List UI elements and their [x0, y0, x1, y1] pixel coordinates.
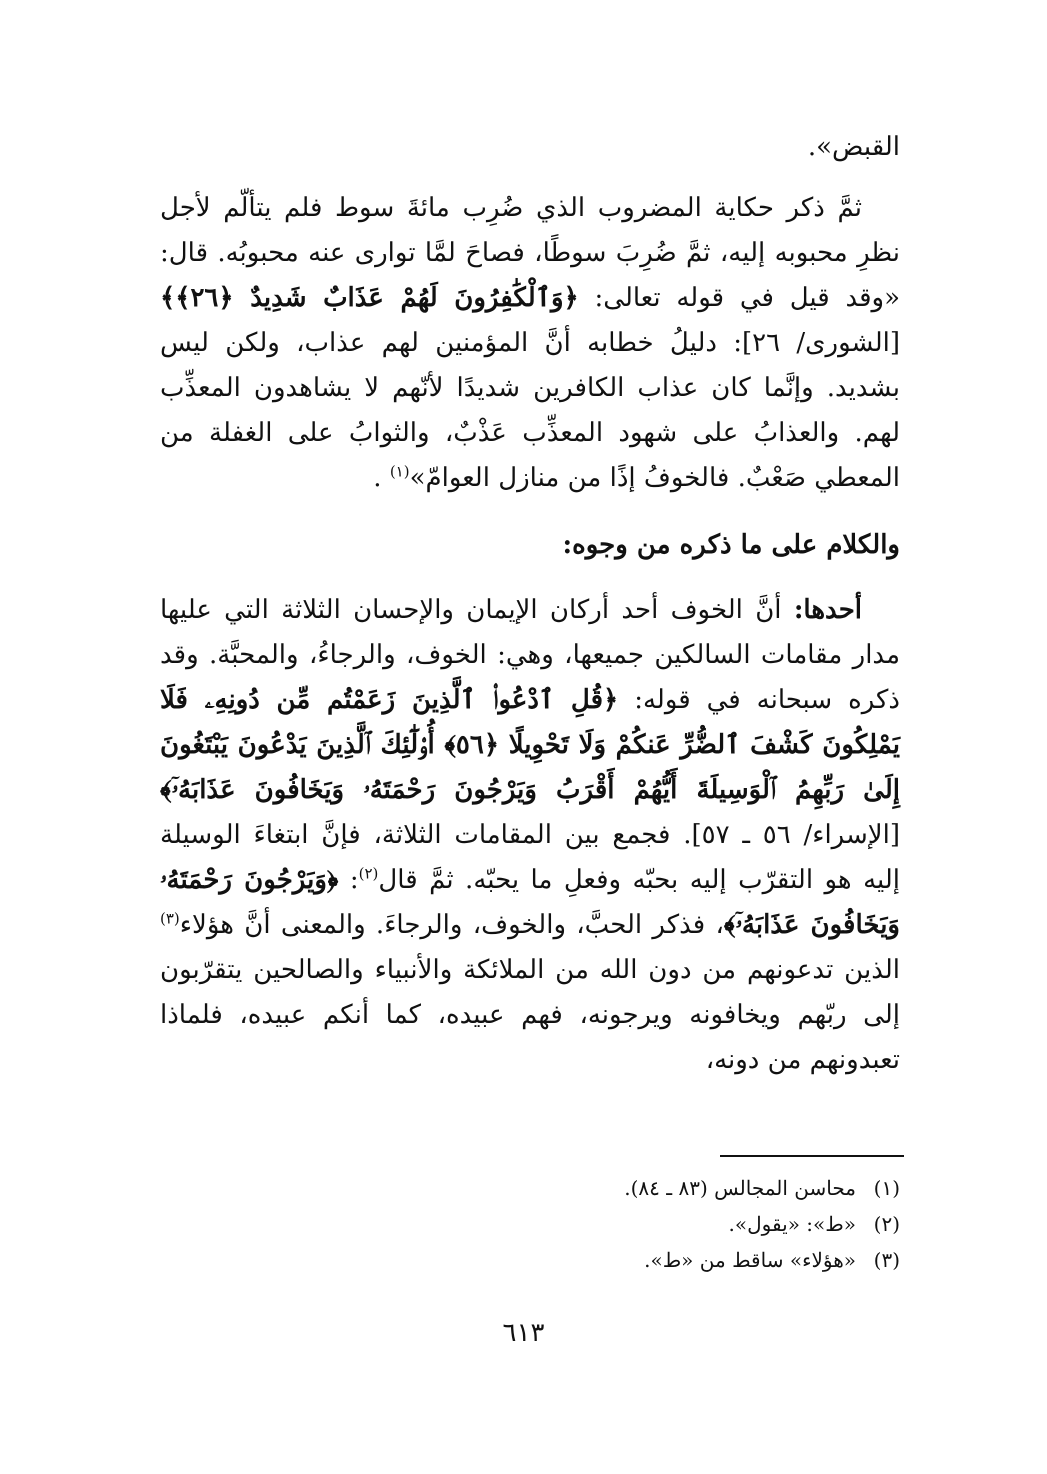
paragraph-1 — [160, 186, 900, 501]
footnote-3 — [160, 1242, 900, 1278]
verse-reference-1: [الشورى/ ٢٦] — [742, 328, 900, 358]
page-number: ٦١٣ — [502, 1318, 545, 1348]
section-heading: والكلام على ما ذكره من وجوه: — [562, 530, 900, 560]
para2-label: أحدها: — [793, 595, 862, 625]
footnote-marker-3: (٣) — [160, 909, 180, 928]
footnote-1 — [160, 1170, 900, 1206]
para2-text-c: : — [338, 865, 359, 895]
paragraph-2 — [160, 588, 900, 1083]
main-text — [160, 125, 900, 1083]
quran-verse-excerpt: ﴿وَيَرْجُونَ رَحْمَتَهُۥ وَيَخَافُونَ عَذَابَهُۥٓ﴾ — [160, 865, 900, 940]
footnote-marker-1: (١) — [389, 462, 410, 481]
para1-end: . — [373, 463, 390, 493]
para1-text-b: : دليلُ خطابه أنَّ المؤمنين لهم عذاب، ولكن ليس بشديد. وإنَّما كان عذاب الكافرين شديدًا لأنّهم لا يشاهدون المعذِّب لهم. والعذابُ على شهود المعذِّب عَذْبٌ، والثوابُ على الغفلة من المعطي صَعْبٌ. فالخوفُ إذًا من منازل العوامّ» — [160, 328, 900, 493]
footnote-number: (٣) — [873, 1248, 900, 1272]
verse-reference-2: [الإسراء/ ٥٦ ـ ٥٧] — [691, 820, 900, 850]
para2-text-d: ، فذكر الحبَّ، والخوف، والرجاءَ. والمعنى أنَّ هؤلاء — [179, 910, 724, 940]
footnote-text: «ط»: «يقول». — [728, 1212, 856, 1236]
footnote-number: (٢) — [873, 1212, 900, 1236]
footnote-marker-2: (٢) — [358, 864, 379, 883]
quran-verse-ash-shura: ﴿وَٱلْكَٰفِرُونَ لَهُمْ عَذَابٌ شَدِيدٌ ﴿٢٦﴾﴾ — [160, 283, 579, 313]
footnote-2 — [160, 1206, 900, 1242]
quran-verse-al-isra: ﴿قُلِ ٱدْعُوا۟ ٱلَّذِينَ زَعَمْتُم مِّن دُونِهِۦ فَلَا يَمْلِكُونَ كَشْفَ ٱلضُّرِّ عَنكُمْ وَلَا تَحْوِيلًا ﴿٥٦﴾ أُو۟لَٰٓئِكَ ٱلَّذِينَ يَدْعُونَ يَبْتَغُونَ إِلَىٰ رَبِّهِمُ ٱلْوَسِيلَةَ أَيُّهُمْ أَقْرَبُ وَيَرْجُونَ رَحْمَتَهُۥ وَيَخَافُونَ عَذَابَهُۥٓ﴾ — [160, 685, 900, 805]
footnote-text: محاسن المجالس (٨٣ ـ ٨٤). — [624, 1176, 856, 1200]
para2-text-b: . فجمع بين المقامات الثلاثة، فإنَّ ابتغاءَ الوسيلة إليه هو التقرّب إليه بحبّه وفعلِ ما يحبّه. ثمَّ قال — [160, 820, 901, 895]
footnote-number: (١) — [873, 1176, 900, 1200]
footnotes — [160, 1170, 900, 1278]
para1-text-a: ثمَّ ذكر حكاية المضروب الذي ضُرِب مائةَ سوط فلم يتألّم لأجل نظرِ محبوبه إليه، ثمَّ ضُرِبَ سوطًا، فصاحَ لمَّا توارى عنه محبوبُه. قال: «وقد قيل في قوله تعالى: — [160, 193, 901, 313]
footnote-text: «هؤلاء» ساقط من «ط». — [644, 1248, 856, 1272]
footnote-divider — [720, 1155, 904, 1157]
para2-text-e: الذين تدعونهم من دون الله من الملائكة والأنبياء والصالحين يتقرّبون إلى ربّهم ويخافونه ويرجونه، فهم عبيده، كما أنكم عبيده، فلماذا تعبدونهم من دونه، — [160, 955, 900, 1075]
line-continuation: القبض». — [807, 132, 900, 162]
para2-text-a: أنَّ الخوف أحد أركان الإيمان والإحسان الثلاثة التي عليها مدار مقامات السالكين جميعها، وهي: الخوف، والرجاءُ، والمحبَّة. وقد ذكره سبحانه في قوله: — [160, 595, 901, 715]
